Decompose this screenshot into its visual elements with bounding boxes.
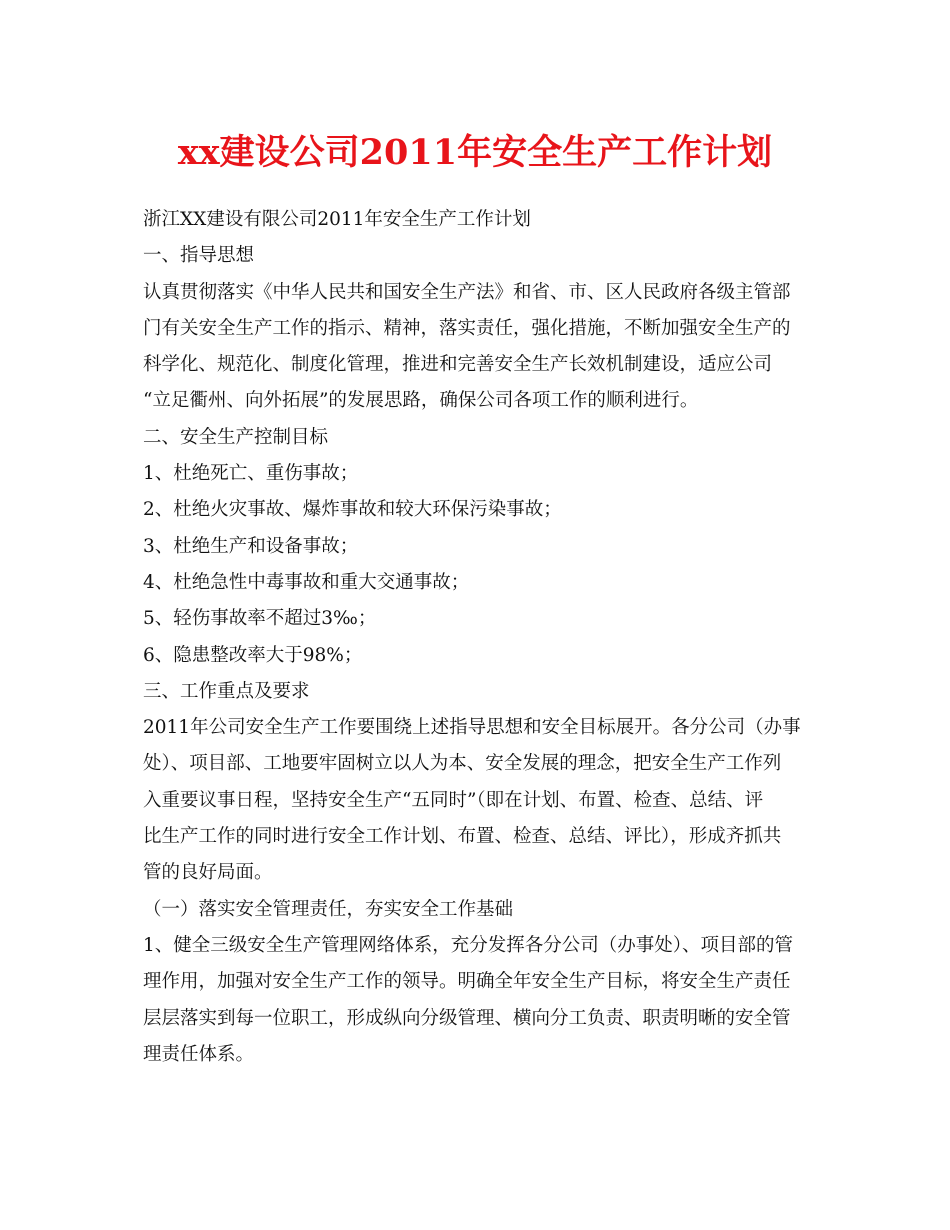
paragraph-line: 2011年公司安全生产工作要围绕上述指导思想和安全目标展开。各分公司（办事	[143, 717, 801, 739]
subtitle-line: 浙江XX建设有限公司2011年安全生产工作计划	[143, 209, 531, 230]
target-item-2: 2、杜绝火灾事故、爆炸事故和较大环保污染事故；	[143, 499, 562, 521]
paragraph-line: 管的良好局面。	[143, 862, 273, 884]
paragraph-line: 认真贯彻落实《中华人民共和国安全生产法》和省、市、区人民政府各级主管部	[143, 281, 791, 303]
target-item-1: 1、杜绝死亡、重伤事故；	[143, 463, 359, 485]
paragraph-line: 科学化、规范化、制度化管理，推进和完善安全生产长效机制建设，适应公司	[143, 354, 773, 376]
target-item-3: 3、杜绝生产和设备事故；	[143, 535, 359, 557]
target-item-4: 4、杜绝急性中毒事故和重大交通事故；	[143, 571, 470, 593]
document-body	[143, 202, 813, 1073]
target-item-6: 6、隐患整改率大于98%；	[143, 644, 363, 666]
paragraph-line: 理责任体系。	[143, 1043, 255, 1065]
paragraph-line: 处）、项目部、工地要牢固树立以人为本、安全发展的理念，把安全生产工作列	[143, 753, 782, 775]
paragraph-line: “立足衢州、向外拓展”的发展思路，确保公司各项工作的顺利进行。	[143, 390, 699, 412]
paragraph-line: 入重要议事日程，坚持安全生产“五同时”（即在计划、布置、检查、总结、评	[143, 789, 764, 811]
paragraph-line: 1、健全三级安全生产管理网络体系，充分发挥各分公司（办事处）、项目部的管	[143, 934, 794, 956]
target-item-5: 5、轻伤事故率不超过3‰；	[143, 608, 377, 630]
document-title: xx建设公司2011年安全生产工作计划	[177, 132, 773, 173]
paragraph-line: 层层落实到每一位职工，形成纵向分级管理、横向分工负责、职责明晰的安全管	[143, 1007, 791, 1029]
paragraph-line: 比生产工作的同时进行安全工作计划、布置、检查、总结、评比），形成齐抓共	[143, 826, 782, 848]
section-heading-control-targets: 二、安全生产控制目标	[143, 426, 329, 448]
subsection-heading-1: （一）落实安全管理责任，夯实安全工作基础	[143, 898, 514, 920]
section-heading-work-focus: 三、工作重点及要求	[143, 680, 310, 702]
paragraph-line: 理作用，加强对安全生产工作的领导。明确全年安全生产目标，将安全生产责任	[143, 971, 791, 993]
section-heading-guiding-ideology: 一、指导思想	[143, 245, 255, 267]
paragraph-line: 门有关安全生产工作的指示、精神，落实责任，强化措施，不断加强安全生产的	[143, 317, 791, 339]
